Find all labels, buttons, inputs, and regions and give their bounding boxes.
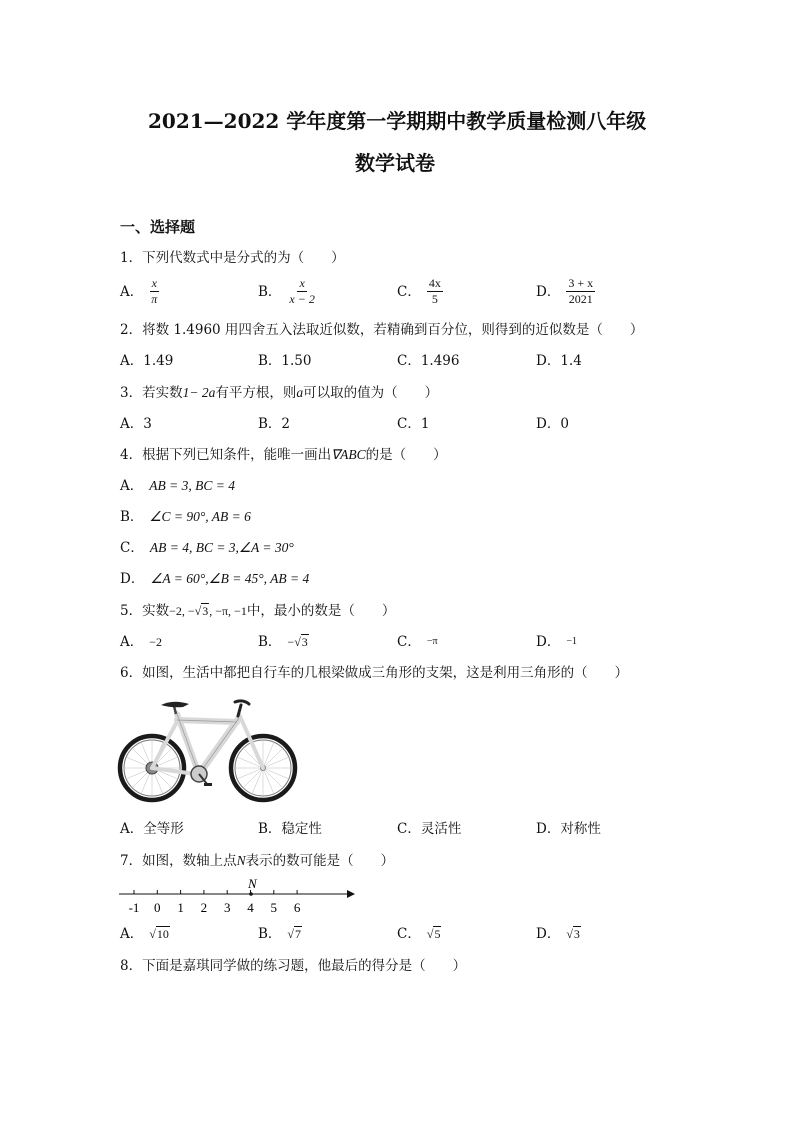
q2-option-b[interactable]: B．1.50 — [258, 353, 312, 369]
number-line — [115, 874, 360, 916]
q7-option-d[interactable] — [536, 925, 581, 943]
tick-label: 0 — [154, 900, 161, 915]
q1-option-b[interactable] — [258, 277, 317, 306]
option-math: AB = 4, BC = 3,∠A = 30° — [149, 540, 294, 555]
q3-option-d[interactable]: D．0 — [536, 416, 569, 432]
option-math: −π — [426, 636, 438, 647]
q2-option-d[interactable]: D．1.4 — [536, 353, 582, 369]
stem-text: 3．若实数 — [120, 385, 183, 401]
numerator: x — [151, 276, 157, 290]
page-title: 2021—2022 学年度第一学期期中教学质量检测八年级 — [148, 109, 647, 133]
q5-option-c[interactable] — [397, 633, 438, 651]
option-label: A． — [120, 926, 144, 942]
numerator: 4x — [428, 276, 441, 290]
crankset — [191, 766, 212, 786]
question-5-stem — [120, 602, 395, 620]
q4-option-d[interactable] — [120, 570, 309, 588]
q1-option-d[interactable] — [536, 277, 595, 306]
q7-option-a[interactable] — [120, 925, 170, 943]
q5-option-a[interactable] — [120, 633, 162, 651]
question-7-stem — [120, 852, 394, 870]
question-1-stem: 1．下列代数式中是分式的为（ ） — [120, 250, 345, 266]
question-8-stem: 8．下面是嘉琪同学做的练习题，他最后的得分是（ ） — [120, 958, 467, 974]
fraction — [287, 277, 316, 306]
option-math: −√3 — [287, 635, 308, 649]
q7-option-b[interactable] — [258, 925, 302, 943]
q1-option-a[interactable] — [120, 277, 159, 306]
option-label: A． — [120, 634, 144, 650]
number-list-part: , −π, −1 — [209, 604, 247, 618]
number-list-part: −2, − — [169, 604, 195, 618]
point-n-label: N — [248, 876, 257, 891]
q6-option-b[interactable]: B．稳定性 — [258, 821, 322, 837]
option-math: ∠A = 60°,∠B = 45°, AB = 4 — [150, 571, 310, 586]
q3-option-c[interactable]: C．1 — [397, 416, 430, 432]
denominator: 5 — [431, 292, 438, 306]
numerator: 3 + x — [568, 276, 594, 290]
stem-text: 可以取的值为（ ） — [303, 385, 439, 401]
option-label: C． — [120, 540, 144, 556]
fraction — [149, 277, 159, 306]
q6-option-a[interactable]: A．全等形 — [120, 821, 184, 837]
q6-option-c[interactable]: C．灵活性 — [397, 821, 462, 837]
option-math: AB = 3, BC = 4 — [149, 478, 235, 493]
stem-text: 的是（ ） — [365, 447, 447, 463]
tick-label: 4 — [247, 900, 254, 915]
tick-label: 3 — [223, 900, 231, 915]
option-math: √10 — [149, 927, 169, 941]
fraction — [566, 277, 595, 306]
axis-arrow — [347, 890, 355, 898]
bike-frame — [152, 714, 263, 774]
triangle-name: ∇ABC — [331, 447, 366, 462]
fraction — [427, 277, 443, 306]
handlebar — [235, 701, 249, 716]
q4-option-a[interactable] — [120, 477, 235, 495]
option-label: C． — [397, 634, 421, 650]
stem-text: 表示的数可能是（ ） — [245, 853, 395, 869]
math-variable: a — [296, 385, 304, 400]
denominator: x − 2 — [289, 292, 315, 306]
tick-label: 2 — [200, 900, 208, 915]
q7-option-c[interactable] — [397, 925, 441, 943]
q3-option-a[interactable]: A．3 — [120, 416, 152, 432]
denominator: π — [151, 292, 158, 306]
option-math: √7 — [287, 927, 302, 941]
option-label: D． — [536, 926, 561, 942]
option-label: B． — [258, 283, 282, 300]
point-n-marker — [249, 892, 253, 896]
math-expression: 1− 2a — [182, 385, 216, 400]
q4-option-c[interactable] — [120, 539, 294, 557]
stem-text: 中，最小的数是（ ） — [246, 603, 396, 619]
question-2-stem: 2．将数 1.4960 用四舍五入法取近似数，若精确到百分位，则得到的近似数是（ ） — [120, 322, 644, 338]
tick-label: -1 — [128, 900, 140, 915]
stem-text: 7．如图，数轴上点 — [120, 853, 237, 869]
option-label: D． — [536, 634, 561, 650]
option-math: −1 — [566, 636, 577, 647]
question-4-stem — [120, 446, 447, 464]
bicycle-image — [117, 694, 301, 806]
saddle — [161, 702, 189, 714]
radicand: 5 — [434, 927, 441, 941]
option-label: C． — [397, 283, 421, 300]
q6-option-d[interactable]: D．对称性 — [536, 821, 601, 837]
radicand: 3 — [301, 635, 308, 649]
tick-label: 6 — [293, 900, 301, 915]
numerator: x — [299, 276, 305, 290]
stem-text: 有平方根，则 — [215, 385, 297, 401]
option-label: C． — [397, 926, 421, 942]
q4-option-b[interactable] — [120, 508, 251, 526]
q2-option-a[interactable]: A．1.49 — [120, 353, 174, 369]
option-label: D． — [536, 283, 561, 300]
point-name: N — [236, 853, 246, 868]
number-list: −2, −√3, −π, −1 — [169, 604, 247, 618]
option-label: A． — [120, 478, 144, 494]
stem-text: 5．实数 — [120, 603, 170, 619]
option-math: √3 — [566, 927, 580, 941]
option-label: B． — [258, 634, 282, 650]
q5-option-d[interactable] — [536, 633, 577, 651]
section-heading: 一、选择题 — [120, 218, 196, 236]
radicand: 3 — [202, 604, 209, 618]
tick-label: 1 — [177, 900, 184, 915]
q2-option-c[interactable]: C．1.496 — [397, 353, 460, 369]
radicand: 3 — [573, 927, 580, 941]
question-6-stem: 6．如图，生活中都把自行车的几根梁做成三角形的支架，这是利用三角形的（ ） — [120, 665, 629, 681]
radicand: 7 — [295, 927, 302, 941]
q5-option-b[interactable] — [258, 633, 309, 651]
page-subtitle: 数学试卷 — [355, 151, 435, 175]
option-label: B． — [120, 509, 144, 525]
tick-label: 5 — [270, 900, 278, 915]
q1-option-c[interactable] — [397, 277, 443, 306]
option-math: −2 — [149, 635, 163, 649]
minus-sign: − — [287, 635, 295, 649]
option-math: ∠C = 90°, AB = 6 — [149, 509, 251, 524]
radicand: 10 — [156, 927, 169, 941]
stem-text: 4．根据下列已知条件，能唯一画出 — [120, 447, 332, 463]
option-label: A． — [120, 283, 144, 300]
q3-option-b[interactable]: B．2 — [258, 416, 291, 432]
option-label: B． — [258, 926, 282, 942]
denominator: 2021 — [568, 292, 593, 306]
option-label: D． — [120, 571, 145, 587]
option-math: √5 — [426, 927, 441, 941]
question-3-stem — [120, 384, 438, 402]
